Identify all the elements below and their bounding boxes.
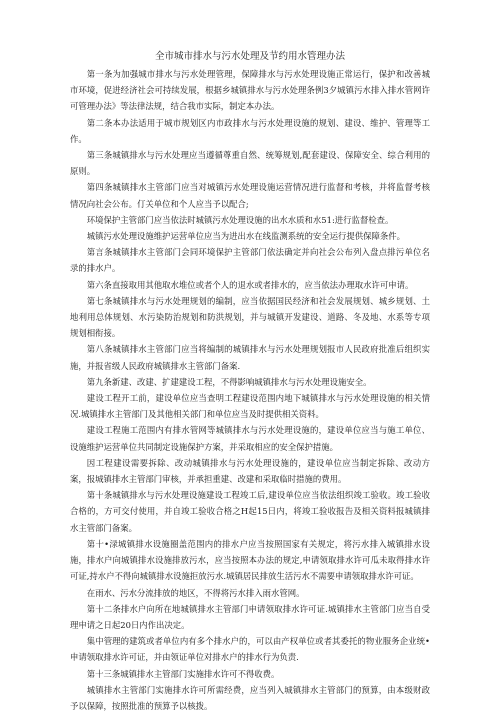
paragraph-article-2: 第二条本办法适用于城市规划区内市政排水与污水处理设施的规划、建设、维护、管理等工作。 bbox=[70, 117, 430, 144]
paragraph-article-10: 第十条城镇排水与污水处理设施建设工程竣工后,建设单位应当依法组织竣工验收。竣工验收合格的，方可交付使用，并自竣工验收合格之H起15日内，将竣工验收报告及相关资料报城镇排水主管部门备案。 bbox=[70, 490, 430, 533]
document-body bbox=[70, 50, 430, 714]
paragraph-environmental-supervision: 环境保护主管部门应当依法时城镇污水处理设施的出水水质和水51:进行监督检查。 bbox=[86, 214, 394, 225]
paragraph-article-4: 第四条城镇排水主管部门应当对城镇污水处理设施运营情况进行监督和考核，并将监督考核情况向社会公布。仃关单位和个人应当予以配合; bbox=[70, 182, 430, 209]
paragraph-operator-monitoring: 城镇污水处理设施维护运营单位应当为进出水在线监测系统的安全运行提供保障条件。 bbox=[86, 231, 406, 242]
paragraph-centralized-application: 集中管理的建筑或者单位内有多个排水户的，可以由产权单位或者其委托的物业服务企业统•申请领取排水许可证，并由领证单位对排水户的排水行为负责. bbox=[70, 636, 430, 663]
document-title: 全市城市排水与污水处理及节约用水管理办法 bbox=[154, 51, 345, 62]
paragraph-article-7: 第七条城镇排水与污水处理规划的编制，应当依据国民经济和社会发展规划、城乡规划、土地利用总体规划、水污染防治规划和防洪规划，并与城镇开发建设、道路、冬及地、水系等专项规划相衔接。 bbox=[70, 295, 430, 339]
paragraph-article-13: 第十三条城镇排水主管部门实施排水许可不得收费。 bbox=[86, 668, 280, 679]
paragraph-article-8: 第八条城镇排水主管部门应当将编制的城镇排水与污水处理规划报市人民政府批准后组织实施，并报省级人民政府城镇排水主管部门备案. bbox=[70, 344, 430, 371]
paragraph-article-9: 第九条新建、改建、扩建建设工程，不得影响城镇排水与污水处理设施安全。 bbox=[86, 376, 372, 387]
paragraph-construction-survey: 建设工程开工前，建设单位应当查明工程建设范围内地下城镇排水与污水处理设施的相关情况.城镇排水主管部门及其他相关部门和单位应当及时提供相关资料。 bbox=[70, 393, 430, 420]
paragraph-rain-sewage-separation: 在雨水、污水分流排放的地区，不得将污水排入雨水管网。 bbox=[86, 587, 305, 598]
paragraph-funding: 城镇排水主管部门实施排水许可所需经费，应当列入城镇排水主管部门的预算，由本级财政予以保障，按照批准的预算予以核拨。 bbox=[70, 684, 430, 711]
paragraph-article-1: 第一条为加强城市排水与污水处理管理，保障排水与污水处理设施正常运行，保护和改善城市环境，促进经济社会可持续发展，根据乡城镇排水与污水处理条例3夕城镇污水排入排水管网许可管理办法》等法律法规，结合我市实际，制定本办法。 bbox=[70, 69, 430, 112]
paragraph-article-5: 第言条城镇排水主管部门会同环境保护主管部门依法确定并向社会公布列入盘点排污单位名录的排水户。 bbox=[70, 247, 430, 274]
paragraph-article-3: 第三条城镇排水与污水处理应当遵循尊重自然、统筹规划,配套建设、保障安全、综合利用的原则。 bbox=[70, 150, 430, 177]
paragraph-protection-plan: 建设工程施工范围内有排水管网等城镇排水与污水处理设施的，建设单位应当与施工单位、设施维护运营单位共同制定设施保护方案，并采取相应的安全保护措施。 bbox=[70, 425, 430, 452]
paragraph-demolition-plan: 因工程建设需要拆除、改动城镇排水与污水处理设施的，建设单位应当制定拆除、改动方案，报城镇排水主管部门审核，并承担重建、改建和采取临时措施的费用。 bbox=[70, 457, 430, 485]
paragraph-article-11: 第十•渌城镇排水设施圈盖范围内的排水户应当按照国家有关规定，将污水排入城镇排水设施，排水户向城镇排水设施排放污水，应当按照本办法的规定,申请领取排水许可瓜未取得排水许可证,持水户不得向城镇排水设施拒放污水.城镇居民排放生活污水不需要申请领取排水许可证。 bbox=[70, 538, 430, 582]
paragraph-article-6: 第六条直接取用其他取水堆位或者个人的退水或者排水的，应当依法办理取水许可申请。 bbox=[86, 279, 414, 290]
paragraph-article-12: 第十二条排水户向所在地城镇排水主管部门申请领取排水许可证.城镇排水主管部门应当自受理申请之日起20日内作出决定。 bbox=[70, 603, 430, 630]
